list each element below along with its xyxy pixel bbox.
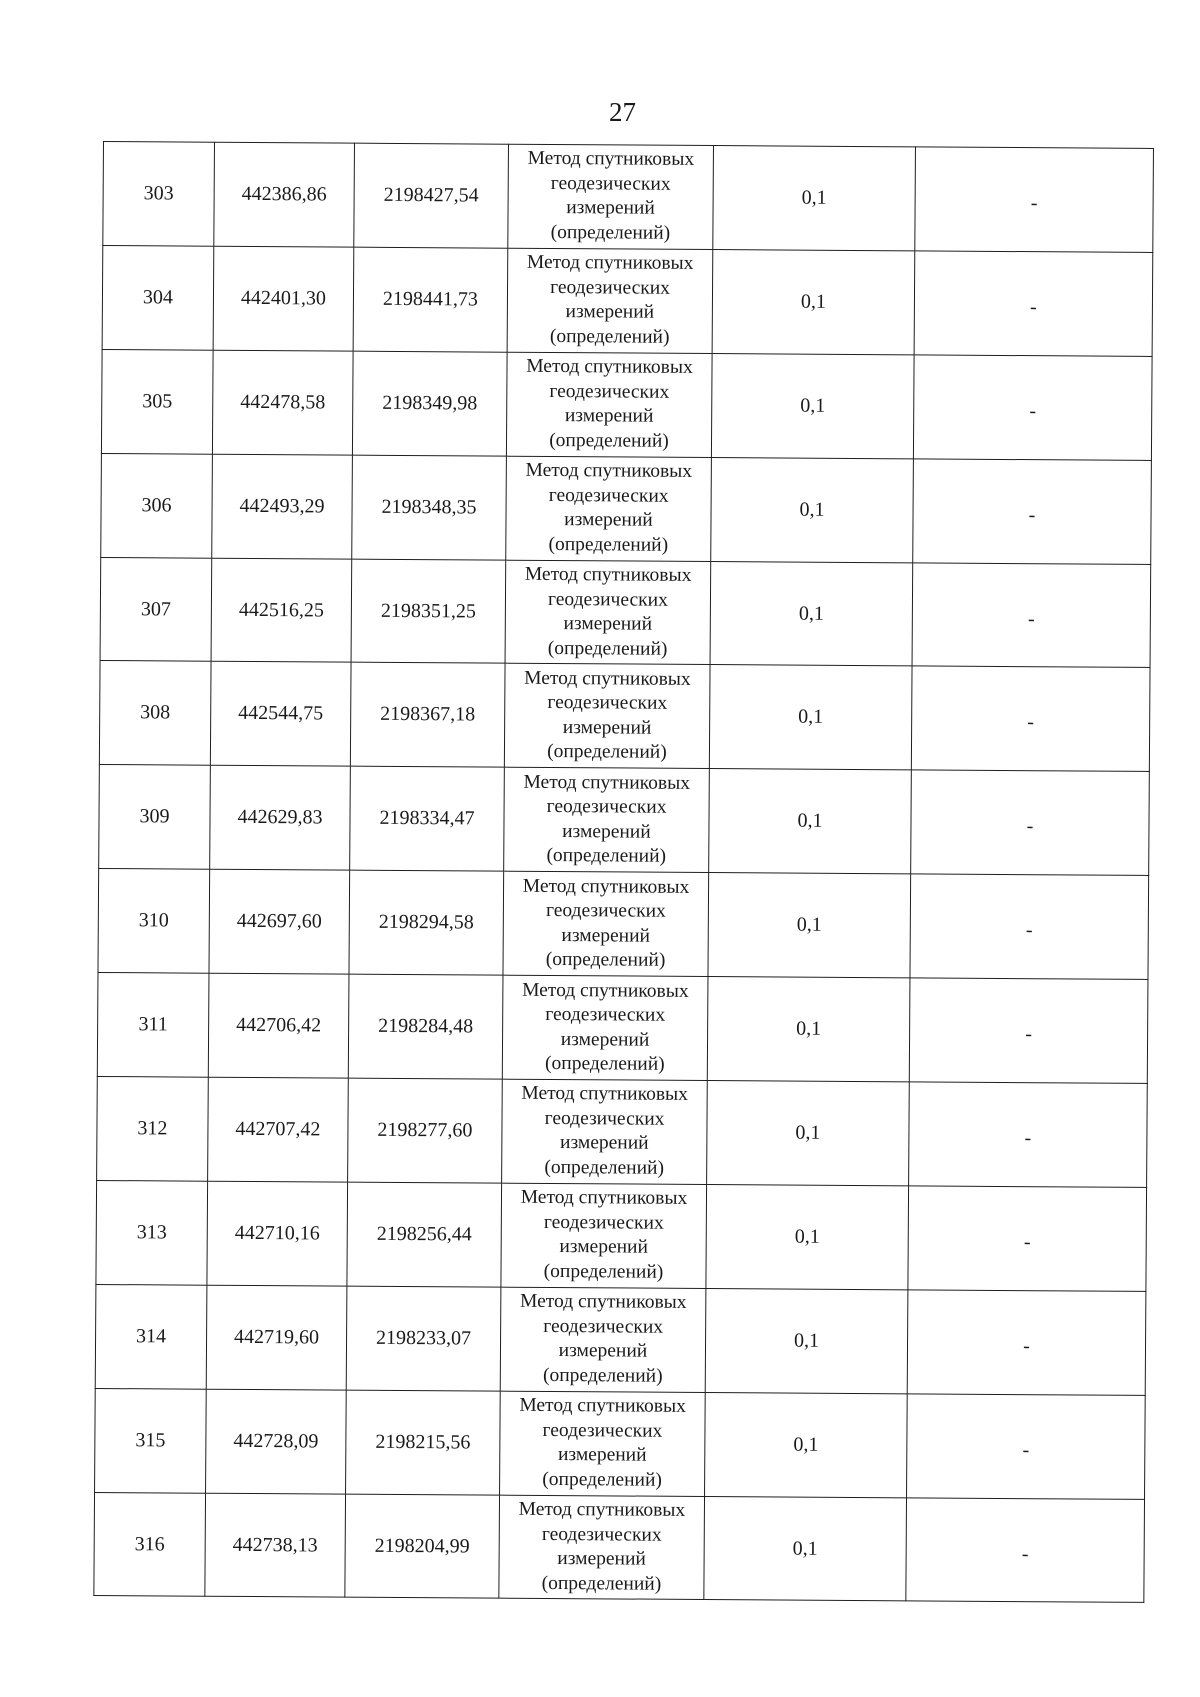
method-line: измерений <box>557 1444 647 1466</box>
point-number-cell: 313 <box>96 1180 208 1285</box>
point-number-cell: 315 <box>95 1388 207 1493</box>
table-row <box>97 1076 1148 1187</box>
method-line: измерений <box>559 1236 649 1258</box>
description-cell <box>913 459 1152 564</box>
point-number-cell: 309 <box>99 765 211 870</box>
y-coordinate-cell: 2198277,60 <box>348 1078 503 1183</box>
method-line: (определений) <box>547 637 668 660</box>
point-number-cell: 311 <box>97 973 209 1078</box>
description-cell <box>908 1186 1147 1291</box>
method-cell <box>504 664 710 769</box>
method-line: геодезических <box>547 692 668 715</box>
method-cell <box>501 1183 707 1288</box>
table-row <box>95 1388 1146 1499</box>
method-line: (определений) <box>549 429 669 452</box>
x-coordinate-cell: 442697,60 <box>209 869 350 974</box>
y-coordinate-cell: 2198348,35 <box>352 455 507 560</box>
method-line: геодезических <box>546 796 667 819</box>
method-line: измерений <box>564 405 654 427</box>
method-cell <box>506 352 712 457</box>
method-line: геодезических <box>543 1211 664 1234</box>
method-line: измерений <box>561 924 651 947</box>
method-line: измерений <box>564 509 653 531</box>
description-value: - <box>1029 399 1037 422</box>
description-cell <box>907 1290 1146 1395</box>
description-value: - <box>1024 1127 1032 1150</box>
point-number-cell: 316 <box>94 1492 206 1597</box>
x-coordinate-cell: 442629,83 <box>210 766 351 871</box>
method-cell <box>502 975 708 1080</box>
method-line: измерений <box>558 1340 648 1362</box>
point-number-cell: 307 <box>100 557 212 662</box>
method-line: геодезических <box>548 484 669 507</box>
description-value: - <box>1022 1438 1030 1461</box>
table-row <box>99 661 1150 772</box>
method-line: Метод спутниковых <box>519 1291 687 1314</box>
method-line: геодезических <box>547 588 668 611</box>
description-value: - <box>1025 1023 1032 1046</box>
x-coordinate-cell: 442738,13 <box>205 1493 346 1598</box>
description-cell <box>906 1497 1145 1602</box>
table-row <box>98 869 1149 980</box>
description-value: - <box>1023 1230 1031 1254</box>
table-row <box>96 1180 1147 1291</box>
method-line: (определений) <box>543 1260 664 1283</box>
point-number-cell: 312 <box>97 1076 209 1181</box>
table-row <box>102 245 1153 356</box>
method-line: геодезических <box>543 1315 664 1338</box>
accuracy-cell: 0,1 <box>708 873 911 978</box>
table-row <box>100 557 1151 668</box>
description-cell <box>910 874 1149 979</box>
method-line: Метод спутниковых <box>527 148 695 171</box>
y-coordinate-cell: 2198441,73 <box>353 247 508 352</box>
point-number-cell: 304 <box>102 245 214 350</box>
description-value: - <box>1026 815 1034 838</box>
method-line: Метод спутниковых <box>519 1394 686 1418</box>
description-cell <box>912 562 1151 667</box>
y-coordinate-cell: 2198349,98 <box>352 351 507 456</box>
y-coordinate-cell: 2198215,56 <box>346 1390 501 1495</box>
accuracy-cell: 0,1 <box>710 561 913 666</box>
method-line: (определений) <box>542 1364 663 1387</box>
description-value: - <box>1021 1542 1029 1565</box>
coordinates-table-body <box>94 142 1154 1603</box>
description-value: - <box>1023 1334 1030 1357</box>
point-number-cell: 305 <box>101 349 213 454</box>
point-number-cell: 310 <box>98 869 210 974</box>
method-line: Метод спутниковых <box>518 1498 686 1521</box>
description-cell <box>911 666 1150 771</box>
x-coordinate-cell: 442478,58 <box>212 350 353 455</box>
y-coordinate-cell: 2198256,44 <box>347 1182 502 1287</box>
point-number-cell: 303 <box>103 142 215 247</box>
x-coordinate-cell: 442544,75 <box>210 662 351 767</box>
method-line: геодезических <box>544 1107 665 1130</box>
method-line: геодезических <box>549 380 670 403</box>
method-line: (определений) <box>545 1053 665 1075</box>
method-line: Метод спутниковых <box>526 252 694 275</box>
method-line: геодезических <box>550 276 671 299</box>
method-line: (определений) <box>547 741 667 764</box>
accuracy-cell: 0,1 <box>712 249 915 354</box>
method-line: измерений <box>559 1132 649 1155</box>
method-line: Метод спутниковых <box>525 459 693 483</box>
point-number-cell: 314 <box>95 1284 207 1389</box>
description-value: - <box>1028 503 1036 526</box>
method-line: (определений) <box>546 845 667 868</box>
description-cell <box>914 251 1153 356</box>
accuracy-cell: 0,1 <box>704 1496 907 1601</box>
method-cell <box>500 1287 706 1392</box>
accuracy-cell: 0,1 <box>706 1184 909 1289</box>
point-number-cell: 308 <box>99 661 211 766</box>
coordinates-table <box>93 141 1154 1603</box>
method-line: геодезических <box>545 900 666 922</box>
method-line: (определений) <box>542 1468 662 1491</box>
y-coordinate-cell: 2198334,47 <box>350 766 505 871</box>
method-line: геодезических <box>545 1004 666 1026</box>
table-row <box>97 973 1148 1084</box>
method-line: Метод спутниковых <box>520 1187 688 1210</box>
description-cell <box>911 770 1150 875</box>
x-coordinate-cell: 442386,86 <box>214 142 355 247</box>
method-line: (определений) <box>545 949 666 971</box>
y-coordinate-cell: 2198427,54 <box>354 143 509 248</box>
x-coordinate-cell: 442493,29 <box>212 454 353 559</box>
method-line: измерений <box>557 1548 646 1570</box>
table-row <box>95 1284 1146 1395</box>
description-value: - <box>1027 607 1035 630</box>
accuracy-cell: 0,1 <box>711 353 914 458</box>
method-line: измерений <box>563 613 653 635</box>
accuracy-cell: 0,1 <box>709 665 912 770</box>
method-cell <box>508 144 714 249</box>
description-value: - <box>1025 919 1033 942</box>
table-row <box>101 453 1152 564</box>
method-line: (определений) <box>541 1572 662 1595</box>
method-line: Метод спутниковых <box>522 875 690 898</box>
method-line: Метод спутниковых <box>521 1083 689 1106</box>
description-value: - <box>1030 192 1038 215</box>
page-number: 27 <box>609 97 636 127</box>
method-line: измерений <box>562 716 652 739</box>
method-line: Метод спутниковых <box>524 563 692 586</box>
method-cell <box>499 1495 705 1600</box>
method-line: Метод спутниковых <box>523 771 691 794</box>
x-coordinate-cell: 442710,16 <box>207 1181 348 1286</box>
x-coordinate-cell: 442707,42 <box>208 1077 349 1182</box>
y-coordinate-cell: 2198204,99 <box>345 1494 500 1599</box>
description-cell <box>907 1394 1146 1499</box>
method-line: измерений <box>560 1028 650 1051</box>
description-cell <box>915 147 1154 252</box>
description-cell <box>909 978 1148 1083</box>
x-coordinate-cell: 442401,30 <box>213 246 354 351</box>
y-coordinate-cell: 2198367,18 <box>350 663 505 768</box>
method-cell <box>505 560 711 665</box>
point-number-cell: 306 <box>101 453 213 558</box>
method-cell <box>502 1079 708 1184</box>
description-value: - <box>1030 295 1037 319</box>
y-coordinate-cell: 2198284,48 <box>348 974 503 1079</box>
method-line: геодезических <box>542 1419 663 1442</box>
description-value: - <box>1027 711 1035 734</box>
method-cell <box>507 248 713 353</box>
table-row <box>94 1492 1145 1603</box>
method-cell <box>506 456 712 561</box>
accuracy-cell: 0,1 <box>707 977 910 1082</box>
accuracy-cell: 0,1 <box>705 1288 908 1393</box>
method-line: (определений) <box>549 325 670 348</box>
method-line: Метод спутниковых <box>522 979 689 1002</box>
method-cell <box>503 871 709 976</box>
description-cell <box>913 355 1152 460</box>
y-coordinate-cell: 2198233,07 <box>346 1286 501 1391</box>
description-cell <box>909 1082 1148 1187</box>
method-line: (определений) <box>548 533 669 556</box>
method-line: геодезических <box>550 172 671 195</box>
method-cell <box>500 1391 706 1496</box>
method-line: геодезических <box>541 1523 662 1546</box>
table-row <box>101 349 1152 460</box>
y-coordinate-cell: 2198351,25 <box>351 559 506 664</box>
accuracy-cell: 0,1 <box>711 457 914 562</box>
method-line: измерений <box>566 197 655 220</box>
x-coordinate-cell: 442728,09 <box>206 1389 347 1494</box>
table-row <box>99 765 1150 876</box>
method-cell <box>504 768 710 873</box>
y-coordinate-cell: 2198294,58 <box>349 870 504 975</box>
accuracy-cell: 0,1 <box>709 769 912 874</box>
method-line: (определений) <box>550 221 671 244</box>
method-line: измерений <box>562 820 651 843</box>
method-line: Метод спутниковых <box>526 356 693 379</box>
method-line: Метод спутниковых <box>524 667 691 690</box>
method-line: измерений <box>565 301 655 323</box>
x-coordinate-cell: 442516,25 <box>211 558 352 663</box>
accuracy-cell: 0,1 <box>707 1081 910 1186</box>
x-coordinate-cell: 442719,60 <box>206 1285 347 1390</box>
x-coordinate-cell: 442706,42 <box>208 973 349 1078</box>
table-row <box>103 142 1154 253</box>
accuracy-cell: 0,1 <box>713 146 916 251</box>
accuracy-cell: 0,1 <box>705 1392 908 1497</box>
method-line: (определений) <box>544 1156 665 1179</box>
